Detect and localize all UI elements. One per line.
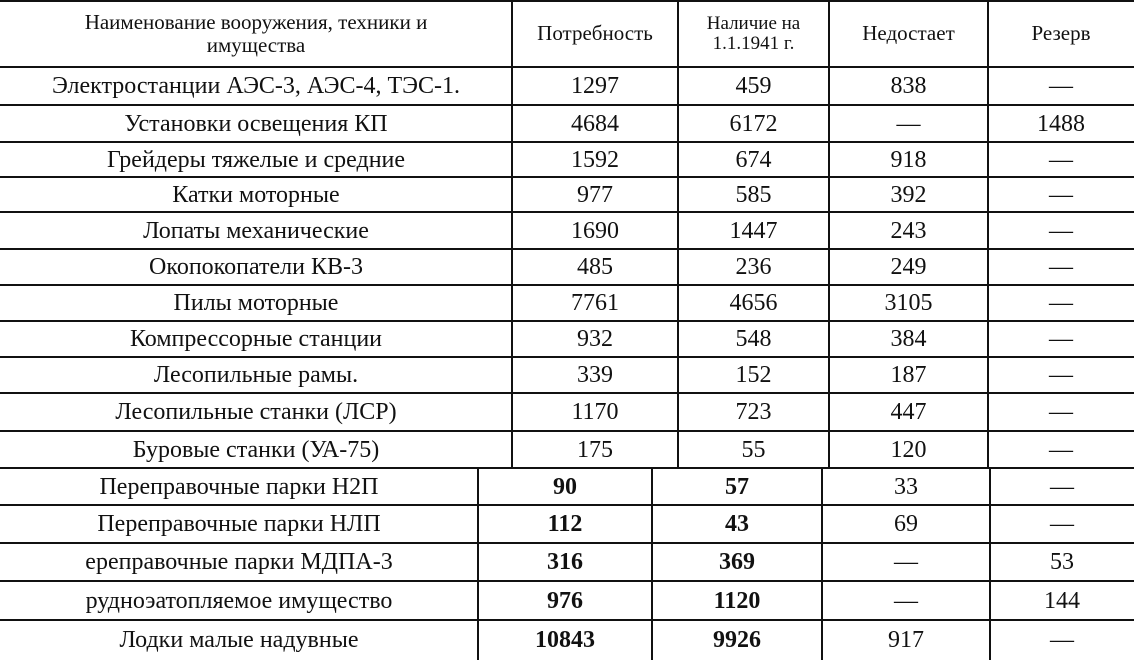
row-lack: 447: [890, 399, 927, 425]
table-rule-horizontal: [0, 320, 1134, 322]
row-have: 723: [735, 399, 772, 425]
table-rule-horizontal: [0, 430, 1134, 432]
row-have: 369: [719, 549, 755, 575]
table-rule-vertical: [989, 468, 991, 660]
row-name: Окопокопатели КВ-3: [149, 254, 363, 280]
table-rule-vertical: [651, 468, 653, 660]
row-have: 548: [735, 326, 772, 352]
header-need: Потребность: [537, 21, 653, 46]
row-lack: —: [894, 549, 918, 575]
row-need: 976: [547, 587, 583, 614]
row-lack: 838: [890, 73, 927, 99]
row-reserve: —: [1049, 290, 1073, 316]
row-name: Лесопильные станки (ЛСР): [115, 399, 397, 425]
row-need: 316: [547, 549, 583, 575]
header-reserve: Резерв: [1031, 21, 1091, 46]
row-need: 1170: [571, 399, 619, 425]
row-need: 175: [577, 436, 613, 463]
row-have: 152: [735, 362, 772, 388]
row-need: 977: [577, 181, 613, 208]
table-rule-vertical: [821, 468, 823, 660]
row-name: Грейдеры тяжелые и средние: [106, 146, 406, 173]
row-name: Лодки малые надувные: [119, 627, 359, 653]
row-lack: 3105: [884, 290, 933, 316]
table-rule-horizontal: [0, 580, 1134, 582]
row-name: Установки освещения КП: [124, 110, 388, 137]
row-name: Катки моторные: [172, 181, 340, 208]
row-need: 10843: [535, 627, 595, 653]
row-reserve: —: [1049, 399, 1073, 425]
row-reserve: 144: [1044, 587, 1080, 614]
row-have: 236: [735, 254, 772, 280]
row-name: Пилы моторные: [173, 290, 339, 316]
row-have: 585: [735, 181, 772, 208]
row-lack: 33: [894, 473, 918, 500]
row-lack: —: [896, 110, 921, 137]
table-rule-horizontal: [0, 392, 1134, 394]
row-reserve: —: [1050, 511, 1074, 537]
row-need: 1592: [571, 146, 619, 173]
table-rule-horizontal: [0, 66, 1134, 68]
row-lack: 69: [894, 511, 918, 537]
row-name: Буровые станки (УА-75): [132, 436, 380, 463]
table-rule-horizontal: [0, 619, 1134, 621]
row-have: 1447: [729, 217, 778, 244]
row-reserve: —: [1049, 436, 1073, 463]
row-reserve: —: [1049, 181, 1073, 208]
row-reserve: 53: [1050, 549, 1074, 575]
row-have: 6172: [729, 110, 778, 137]
table-rule-horizontal: [0, 542, 1134, 544]
row-need: 4684: [571, 110, 619, 137]
row-reserve: —: [1050, 627, 1074, 653]
row-need: 485: [577, 254, 613, 280]
table-rule-vertical: [828, 0, 830, 468]
header-have: Наличие на 1.1.1941 г.: [706, 12, 801, 54]
table-rule-horizontal: [0, 211, 1134, 213]
table-rule-horizontal: [0, 504, 1134, 506]
row-need: 90: [553, 473, 577, 500]
row-reserve: —: [1049, 73, 1073, 99]
row-have: 57: [725, 473, 749, 500]
row-have: 4656: [729, 290, 778, 316]
row-name: Электростанции АЭС-3, АЭС-4, ТЭС-1.: [52, 73, 460, 99]
table-rule-horizontal: [0, 141, 1134, 143]
row-have: 43: [725, 511, 749, 537]
row-lack: 384: [890, 326, 927, 352]
header-lack: Недостает: [862, 21, 955, 46]
table-rule-horizontal: [0, 176, 1134, 178]
row-reserve: —: [1049, 254, 1073, 280]
table-rule-horizontal: [0, 248, 1134, 250]
row-reserve: 1488: [1037, 110, 1085, 137]
row-need: 932: [577, 326, 613, 352]
row-reserve: —: [1049, 217, 1073, 244]
row-name: Компрессорные станции: [129, 326, 383, 352]
row-have: 674: [735, 146, 772, 173]
row-need: 1690: [571, 217, 619, 244]
row-have: 9926: [713, 627, 761, 653]
row-reserve: —: [1050, 473, 1074, 500]
row-name: Переправочные парки Н2П: [99, 473, 379, 500]
row-have: 55: [741, 436, 766, 463]
table-rule-horizontal: [0, 0, 1134, 2]
row-lack: 918: [890, 146, 927, 173]
row-lack: 392: [890, 181, 927, 208]
row-lack: 120: [890, 436, 927, 463]
row-lack: 917: [888, 627, 924, 653]
row-need: 7761: [571, 290, 619, 316]
table-rule-horizontal: [0, 356, 1134, 358]
header-name: Наименование вооружения, техники и имущества: [84, 10, 428, 57]
table-rule-horizontal: [0, 467, 1134, 469]
table-rule-vertical: [987, 0, 989, 468]
row-have: 459: [735, 73, 772, 99]
row-name: Переправочные парки НЛП: [97, 511, 381, 537]
row-name: ереправочные парки МДПА-3: [85, 549, 393, 575]
table-rule-vertical: [677, 0, 679, 468]
row-lack: 243: [890, 217, 927, 244]
row-have: 1120: [713, 587, 761, 614]
row-lack: —: [894, 587, 918, 614]
table-rule-horizontal: [0, 104, 1134, 106]
row-name: Лопаты механические: [143, 217, 369, 244]
row-lack: 187: [890, 362, 927, 388]
row-need: 339: [577, 362, 613, 388]
table-rule-vertical: [477, 468, 479, 660]
row-name: рудноэатопляемое имущество: [85, 587, 393, 614]
row-need: 1297: [571, 73, 619, 99]
row-reserve: —: [1049, 362, 1073, 388]
table-rule-horizontal: [0, 284, 1134, 286]
row-need: 112: [547, 511, 583, 537]
row-reserve: —: [1049, 146, 1073, 173]
row-reserve: —: [1049, 326, 1073, 352]
row-name: Лесопильные рамы.: [153, 362, 359, 388]
row-lack: 249: [890, 254, 927, 280]
table-rule-vertical: [511, 0, 513, 468]
